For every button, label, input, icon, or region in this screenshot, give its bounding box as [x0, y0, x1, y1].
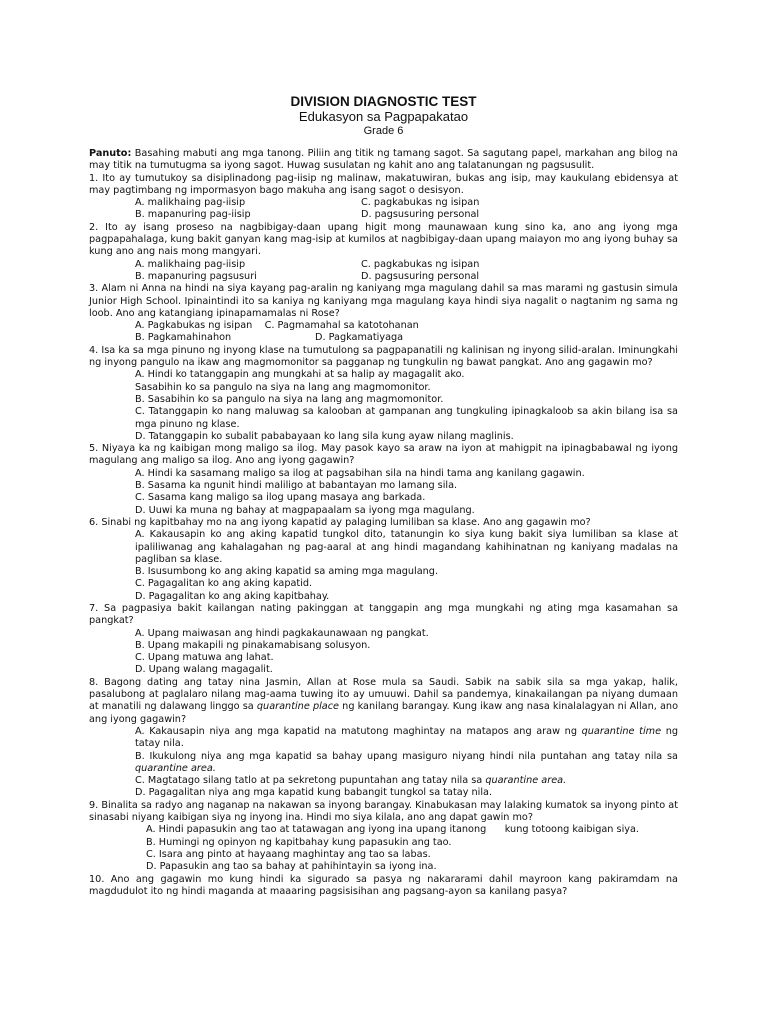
q4-option-a: A. Hindi ko tatanggapin ang mungkahi at sa halip ay magagalit ako.: [135, 369, 465, 381]
q1-option-d: D. pagsusuring personal: [361, 209, 480, 221]
q6-option-c: C. Pagagalitan ko ang aking kapatid.: [135, 578, 313, 590]
q4-option-c: C. Tatanggapin ko nang maluwag sa kalooban at gampanan ang tungkuling ipinagkaloob sa akin bilang isa sa mga pinuno ng klase.: [135, 406, 678, 430]
q2-option-c: C. pagkabukas ng isipan: [361, 258, 480, 270]
question-9: 9. Binalita sa radyo ang naganap na nakawan sa inyong barangay. Kinabukasan may lalaking kumatok sa inyong pinto at sinasabi niyang kaibigan siya ng inyong ina. Hindi mo siya kilala, ano ang dapat gawin mo?: [89, 799, 678, 824]
instructions: [89, 148, 678, 173]
q3-options-bd: [135, 332, 678, 344]
q6-option-d: D. Pagagalitan ko ang aking kapitbahay.: [135, 590, 330, 602]
q8-stem-part-2: ng kanilang barangay. Kung ikaw ang nasa kinalalagyan ni Allan, ano ang iyong gagawin?: [89, 701, 678, 725]
q3-options-ac: A. Pagkabukas ng isipan C. Pagmamahal sa katotohanan: [135, 320, 419, 332]
test-title: DIVISION DIAGNOSTIC TEST: [290, 94, 477, 109]
q3-option-b: B. Pagkamahinahon: [135, 332, 232, 344]
q4-option-a-continued: Sasabihin ko sa pangulo na siya na lang ang magmomonitor.: [135, 381, 431, 393]
q5-option-d: D. Uuwi ka muna ng bahay at magpapaalam sa iyong mga magulang.: [135, 504, 475, 516]
q6-option-b: B. Isusumbong ko ang aking kapatid sa aming mga magulang.: [135, 566, 439, 578]
q8-option-c: [135, 775, 678, 787]
q9-option-d: D. Papasukin ang tao sa bahay at pahihintayin sa iyong ina.: [146, 861, 437, 873]
question-3: 3. Alam ni Anna na hindi na siya kayang pag-aralin ng kaniyang mga magulang dahil sa mas marami ng gastusin simula Junior High School. Ipinaintindi ito sa kaniya ng kaniyang mga magulang kaya hindi siya nagalit o nagtanim ng sama ng loob. Ano ang katangiang ipinapamamalas ni Rose?: [89, 283, 678, 319]
q1-options-bd: [135, 209, 678, 221]
question-2: 2. Ito ay isang proseso na nagbibigay-daan upang higit mong maunawaan kung sino ka, ano ang iyong mga pagpapahalaga, kung bakit ganyan kang mag-isip at kumilos at nagbibigay-daan upang maiayon mo ang iyong buhay sa kung ano ang nais mong mangyari.: [89, 221, 678, 258]
q4-option-b: B. Sasabihin ko sa pangulo na siya na lang ang magmomonitor.: [135, 393, 444, 405]
q9-option-b: B. Humingi ng opinyon ng kapitbahay kung papasukin ang tao.: [146, 836, 452, 848]
q5-option-c: C. Sasama kang maligo sa ilog upang masaya ang barkada.: [135, 492, 426, 504]
q1-option-b: B. mapanuring pag-iisip: [135, 209, 251, 221]
question-6: 6. Sinabi ng kapitbahay mo na ang iyong kapatid ay palaging lumiliban sa klase. Ano ang gagawin mo?: [89, 516, 591, 528]
q2-option-a: A. malikhaing pag-iisip: [135, 258, 246, 270]
test-header: [89, 94, 678, 138]
q8-option-b-emphasis: quarantine area.: [135, 762, 216, 774]
q8-option-a-emphasis: quarantine time: [581, 725, 662, 737]
q2-options-ac: [135, 259, 678, 271]
q8-option-c-emphasis: quarantine area.: [485, 775, 567, 787]
q8-option-b-text: B. Ikukulong niya ang mga kapatid sa bahay upang masiguro niyang hindi nila puntahan ang tatay nila sa: [135, 750, 678, 762]
q8-option-c-text: C. Magtatago silang tatlo at pa sekretong pupuntahan ang tatay nila sa: [135, 775, 486, 787]
test-body: [89, 148, 678, 898]
q9-option-a: A. Hindi papasukin ang tao at tatawagan ang iyong ina upang itanong kung totoong kaibigan siya.: [146, 824, 640, 836]
q8-option-a: [135, 726, 678, 751]
q2-option-b: B. mapanuring pagsusuri: [135, 270, 257, 282]
q9-option-c: C. Isara ang pinto at hayaang maghintay ang tao sa labas.: [146, 848, 431, 860]
question-1: 1. Ito ay tumutukoy sa disiplinadong pag-iisip ng malinaw, makatuwiran, bukas ang isip, may kaukulang ebidensya at may pagtimbang ng impormasyon bago makuha ang isang sagot o desisyon.: [89, 172, 678, 196]
q8-option-d: D. Pagagalitan niya ang mga kapatid kung babangit tungkol sa tatay nila.: [135, 787, 493, 799]
q8-stem-emphasis: quarantine place: [256, 701, 340, 713]
q7-option-c: C. Upang matuwa ang lahat.: [135, 652, 274, 664]
question-8: [89, 677, 678, 726]
q2-options-bd: [135, 271, 678, 283]
question-10: 10. Ano ang gagawin mo kung hindi ka sigurado sa pasya ng nakararami dahil mayroon kang pakiramdam na magdudulot ito ng hindi maganda at maaaring pagsisisihan ang pagsang-ayon sa kanilang pasya?: [89, 873, 678, 897]
q5-option-b: B. Sasama ka ngunit hindi maliligo at babantayan mo lamang sila.: [135, 480, 458, 492]
q7-option-b: B. Upang makapili ng pinakamabisang solusyon.: [135, 639, 371, 651]
q4-option-d: D. Tatanggapin ko subalit pababayaan ko lang sila kung ayaw nilang maglinis.: [135, 430, 514, 442]
q2-option-d: D. pagsusuring personal: [361, 270, 480, 282]
instructions-label: Panuto:: [89, 148, 132, 159]
question-7: 7. Sa pagpasiya bakit kailangan nating pakinggan at tanggapin ang mga mungkahi ng ating mga kasamahan sa pangkat?: [89, 602, 678, 627]
q3-option-d: D. Pagkamatiyaga: [315, 332, 404, 344]
q8-stem-part-1: 8. Bagong dating ang tatay nina Jasmin, Allan at Rose mula sa Saudi. Sabik na sabik sila sa mga yakap, halik, pasalubong at paglalaro nilang mag-aama tuwing ito ay umuuwi. Dahil sa pandemya, kinakailangan pa niyang dumaan at manatili ng dalawang linggo sa: [89, 676, 678, 713]
q1-option-a: A. malikhaing pag-iisip: [135, 197, 246, 209]
question-5: 5. Niyaya ka ng kaibigan mong maligo sa ilog. May pasok kayo sa araw na iyon at mahigpit na ipinagbabawal ng iyong magulang ang maligo sa ilog. Ano ang iyong gagawin?: [89, 443, 678, 467]
q1-options-ac: [135, 197, 678, 209]
q5-option-a: A. Hindi ka sasamang maligo sa ilog at pagsabihan sila na hindi tama ang kanilang gagawin.: [135, 467, 585, 479]
q7-option-a: A. Upang maiwasan ang hindi pagkakaunawaan ng pangkat.: [135, 627, 429, 639]
q6-option-a: A. Kakausapin ko ang aking kapatid tungkol dito, tatanungin ko siya kung bakit siya lumiliban sa klase at ipaliliwanag ang kahalagahan ng pag-aaral at ang hindi magandang kahihinatnan ng kaniyang madalas na pagliban sa klase.: [135, 529, 678, 565]
subject-title: Edukasyon sa Pagpapakatao: [298, 109, 469, 124]
q8-option-b: [135, 751, 678, 776]
q7-option-d: D. Upang walang magagalit.: [135, 664, 273, 676]
q8-option-a-end: ng tatay nila.: [135, 725, 679, 750]
grade-level: Grade 6: [363, 125, 404, 137]
q8-option-a-text: A. Kakausapin niya ang mga kapatid na matutong maghintay na matapos ang araw ng: [135, 725, 582, 737]
question-4: 4. Isa ka sa mga pinuno ng inyong klase na tumutulong sa pagpapanatili ng kalinisan ng inyong silid-aralan. Iminungkahi ng inyong pangulo na ikaw ang magmomonitor sa pagganap ng tungkulin ng bawat pangkat. Ano ang gagawin mo?: [89, 344, 678, 369]
instructions-text: Basahing mabuti ang mga tanong. Piliin ang titik ng tamang sagot. Sa sagutang papel, markahan ang bilog na may titik na tumutugma sa iyong sagot. Huwag susulatan ng kahit ano ang talatanungan ng pagsusulit.: [89, 148, 678, 172]
q1-option-c: C. pagkabukas ng isipan: [361, 197, 480, 209]
